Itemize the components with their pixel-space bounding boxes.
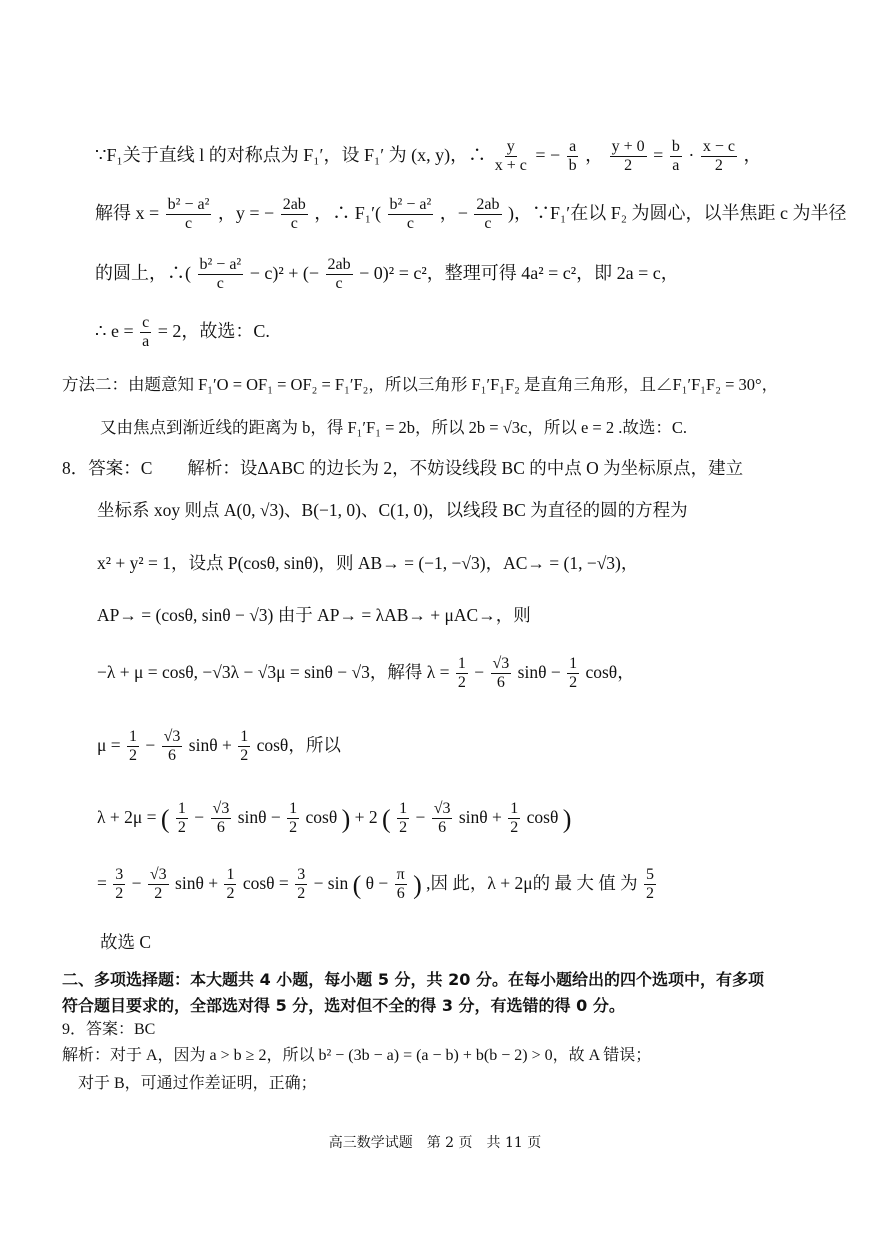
text: 对于 B，可通过作差证明，正确； bbox=[78, 1075, 317, 1092]
text: cosθ = bbox=[242, 872, 289, 893]
text: x² + y² = 1，设点 P(cosθ, sinθ)，则 AB→ = (−1, −√3)，AC→ = (1, −√3)， bbox=[97, 553, 639, 573]
answer-8-line-8 bbox=[97, 866, 658, 904]
answer-9-line-2 bbox=[78, 1074, 317, 1093]
fraction: $\frac{√3}{6}$ bbox=[492, 655, 510, 692]
fraction: $\frac{1}{2}$ bbox=[510, 800, 519, 837]
fraction: $\frac{2ab}{c}$ bbox=[327, 256, 351, 293]
text: − bbox=[145, 734, 156, 755]
text: 坐标系 xoy 则点 A(0, √3)、B(−1, 0)、C(1, 0)，以线段 BC 为直径的圆的方程为 bbox=[97, 500, 688, 520]
fraction: $\frac{1}{2}$ bbox=[240, 728, 249, 765]
answer-9-line-1 bbox=[62, 1046, 651, 1065]
text: 9．答案：BC bbox=[62, 1021, 156, 1038]
text: θ − bbox=[365, 872, 389, 893]
text: ，− bbox=[439, 203, 468, 224]
text: − bbox=[131, 872, 142, 893]
fraction: $\frac{3}{2}$ bbox=[115, 866, 124, 903]
text: cosθ bbox=[305, 806, 338, 827]
text: = bbox=[653, 145, 664, 166]
text: + 2 bbox=[354, 806, 378, 827]
text: AP→ = (cosθ, sinθ − √3) 由于 AP→ = λAB→ + μAC→，则 bbox=[97, 605, 531, 625]
text: ,因 此，λ + 2μ的 最 大 值 为 bbox=[426, 872, 638, 893]
text: μ = bbox=[97, 734, 121, 755]
answer-8-line-7 bbox=[97, 800, 571, 838]
answer-8-conclusion bbox=[100, 932, 151, 953]
text: 符合题目要求的，全部选对得 5 分，选对但不全的得 3 分，有选错的得 0 分。 bbox=[62, 996, 625, 1015]
fraction: $\frac{3}{2}$ bbox=[297, 866, 306, 903]
page-footer bbox=[0, 1135, 870, 1152]
fraction: $\frac{\pi}{6}$ bbox=[396, 866, 405, 903]
fraction: $\frac{√3}{6}$ bbox=[163, 728, 181, 765]
text: 8．答案：C 解析：设ΔABC 的边长为 2，不妨设线段 BC 的中点 O 为坐标原点，建立 bbox=[62, 458, 744, 478]
text: = − bbox=[535, 145, 561, 166]
text: λ + 2μ = bbox=[97, 806, 157, 827]
text: ， bbox=[585, 145, 604, 166]
text: 的圆上，∴( bbox=[95, 263, 191, 284]
fraction: $\frac{\text{b² − a²}}{c}$ bbox=[167, 196, 210, 233]
text: cosθ，所以 bbox=[256, 734, 341, 755]
fraction: $\frac{2ab}{c}$ bbox=[476, 196, 500, 233]
text: 解析：对于 A，因为 a > b ≥ 2，所以 b² − (3b − a) = (a − b) + b(b − 2) > 0，故 A 错误； bbox=[62, 1047, 652, 1064]
fraction: $\frac{√3}{6}$ bbox=[212, 800, 230, 837]
fraction: $\frac{5}{2}$ bbox=[646, 866, 655, 903]
text: − bbox=[415, 806, 426, 827]
answer-8-line-4 bbox=[97, 605, 531, 626]
fraction: $\frac{2ab}{c}$ bbox=[282, 196, 306, 233]
fraction: $\frac{y}{x + c}$ bbox=[494, 138, 527, 175]
text: sinθ − bbox=[517, 661, 561, 682]
text: − sin bbox=[313, 872, 349, 893]
section-heading-line-2 bbox=[62, 996, 625, 1015]
answer-8-line-3 bbox=[97, 553, 638, 574]
text: ， bbox=[743, 145, 762, 166]
derivation-line-4 bbox=[95, 314, 270, 352]
method-two-line-1 bbox=[62, 375, 778, 395]
derivation-line-3 bbox=[95, 256, 679, 294]
fraction: $\frac{\text{b² − a²}}{c}$ bbox=[199, 256, 242, 293]
text: ，∴ F₁′( bbox=[314, 203, 382, 224]
answer-9-title bbox=[62, 1020, 155, 1039]
text: sinθ + bbox=[188, 734, 232, 755]
fraction: $\frac{1}{2}$ bbox=[177, 800, 186, 837]
section-heading-line-1 bbox=[62, 970, 764, 989]
fraction: $\frac{1}{2}$ bbox=[569, 655, 578, 692]
text: sinθ + bbox=[458, 806, 502, 827]
answer-8-line-5 bbox=[97, 655, 635, 693]
paren-open: ( bbox=[382, 804, 391, 834]
text: ∴ e = bbox=[95, 321, 134, 342]
text: · bbox=[688, 145, 695, 166]
answer-8-line-1 bbox=[62, 458, 743, 479]
text: − c)² + (− bbox=[249, 263, 320, 284]
fraction: $\frac{x - c}{2}$ bbox=[702, 138, 735, 175]
derivation-line-2 bbox=[95, 196, 847, 234]
paren-close: ) bbox=[341, 804, 351, 834]
fraction: $\frac{1}{2}$ bbox=[457, 655, 466, 692]
footer-text: 高三数学试题 第 2 页 共 11 页 bbox=[328, 1135, 542, 1151]
fraction: $\frac{1}{2}$ bbox=[129, 728, 138, 765]
fraction: $\frac{1}{2}$ bbox=[399, 800, 408, 837]
text: = bbox=[97, 872, 107, 893]
derivation-line-1 bbox=[95, 138, 761, 176]
text: ∵F₁关于直线 l 的对称点为 F₁′，设 F₁′ 为 (x, y)，∴ bbox=[95, 145, 487, 166]
answer-8-line-2 bbox=[97, 500, 688, 521]
fraction: $\frac{√3}{6}$ bbox=[433, 800, 451, 837]
text: 解得 x = bbox=[95, 203, 160, 224]
fraction: $\frac{c}{a}$ bbox=[142, 314, 150, 351]
paren-open: ( bbox=[160, 804, 170, 834]
text: = 2，故选：C. bbox=[157, 321, 270, 342]
fraction: $\frac{√3}{2}$ bbox=[149, 866, 167, 903]
text: 故选 C bbox=[100, 932, 152, 952]
text: − 0)² = c²，整理可得 4a² = c²，即 2a = c， bbox=[359, 263, 679, 284]
text: )，∵F₁′在以 F₂ 为圆心，以半焦距 c 为半径 bbox=[508, 203, 847, 224]
text: 方法二：由题意知 F₁′O = OF₁ = OF₂ = F₁′F₂，所以三角形 F₁′F₁F₂ 是直角三角形，且∠F₁′F₁F₂ = 30°， bbox=[62, 375, 779, 394]
paren-close: ) bbox=[413, 870, 422, 900]
paren-open: ( bbox=[352, 870, 362, 900]
method-two-line-2 bbox=[100, 418, 687, 438]
text: 二、多项选择题：本大题共 4 小题，每小题 5 分，共 20 分。在每小题给出的四个选项中，有多项 bbox=[62, 970, 764, 989]
fraction: $\frac{a}{b}$ bbox=[568, 138, 577, 175]
text: − bbox=[194, 806, 205, 827]
text: cosθ bbox=[526, 806, 559, 827]
fraction: $\frac{\text{b² − a²}}{c}$ bbox=[389, 196, 432, 233]
fraction: $\frac{y + 0}{2}$ bbox=[611, 138, 645, 175]
fraction: $\frac{b}{a}$ bbox=[671, 138, 680, 175]
text: −λ + μ = cosθ, −√3λ − √3μ = sinθ − √3，解得 λ = bbox=[97, 661, 450, 682]
fraction: $\frac{1}{2}$ bbox=[289, 800, 298, 837]
text: cosθ， bbox=[585, 661, 635, 682]
paren-close: ) bbox=[562, 804, 572, 834]
text: sinθ + bbox=[175, 872, 219, 893]
fraction: $\frac{1}{2}$ bbox=[226, 866, 235, 903]
text: ，y = − bbox=[217, 203, 275, 224]
text: sinθ − bbox=[237, 806, 281, 827]
text: 又由焦点到渐近线的距离为 b，得 F₁′F₁ = 2b，所以 2b = √3c，所以 e = 2 .故选：C. bbox=[100, 418, 687, 437]
text: − bbox=[474, 661, 485, 682]
answer-8-line-6 bbox=[97, 728, 341, 766]
